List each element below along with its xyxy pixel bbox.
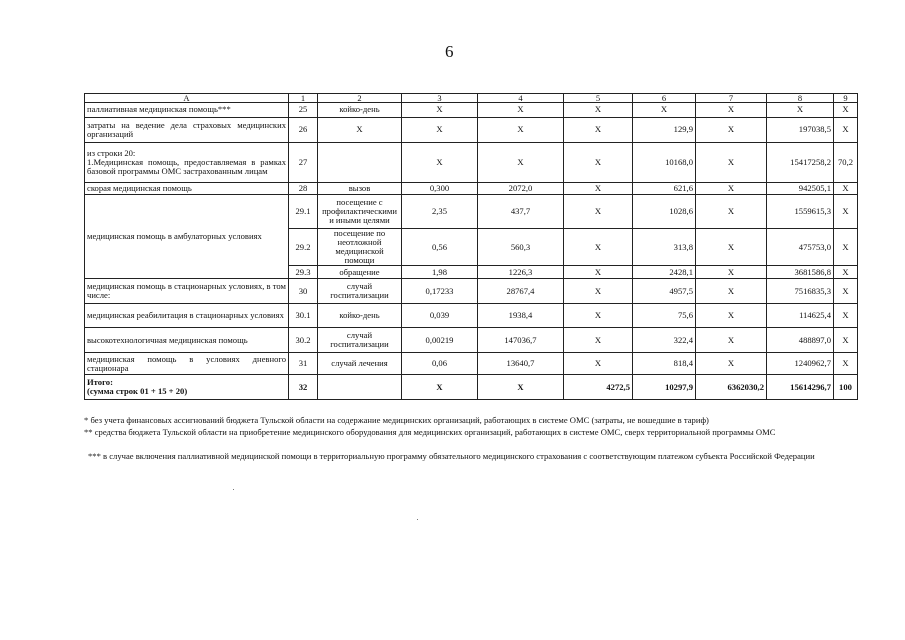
value-cell: 437,7: [478, 195, 564, 229]
header-cell: 2: [318, 94, 402, 103]
row-number: 29.2: [289, 229, 318, 266]
row-number: 30: [289, 279, 318, 304]
row-name: медицинская помощь в амбулаторных условиях: [85, 195, 289, 279]
header-cell: 8: [767, 94, 834, 103]
header-cell: 7: [696, 94, 767, 103]
value-cell: Х: [834, 195, 858, 229]
value-cell: 0,56: [402, 229, 478, 266]
value-cell: Х: [402, 143, 478, 183]
value-cell: Х: [767, 103, 834, 118]
value-cell: 1,98: [402, 266, 478, 279]
value-cell: Х: [696, 103, 767, 118]
value-cell: Х: [696, 304, 767, 328]
header-cell: 3: [402, 94, 478, 103]
value-cell: Х: [564, 266, 633, 279]
value-cell: 0,00219: [402, 328, 478, 353]
unit-cell: обращение: [318, 266, 402, 279]
scan-speck: [233, 489, 234, 490]
value-cell: 15417258,2: [767, 143, 834, 183]
row-name: из строки 20: 1.Медицинская помощь, предоставляемая в рамках базовой программы ОМС застрахованным лицам: [85, 143, 289, 183]
value-cell: 1240962,7: [767, 353, 834, 375]
header-cell: А: [85, 94, 289, 103]
footnote-3: *** в случае включения паллиативной медицинской помощи в территориальную программу обязательного медицинского страхования с соответствующим платежом субъекта Российской Федерации: [88, 451, 815, 461]
value-cell: 0,300: [402, 183, 478, 195]
header-row: [85, 94, 858, 103]
value-cell: 3681586,8: [767, 266, 834, 279]
footnote-2: ** средства бюджета Тульской области на приобретение медицинского оборудования для медицинских организаций, работающих в системе ОМС, сверх территориальной программы ОМС: [84, 427, 776, 437]
row-number: 31: [289, 353, 318, 375]
unit-cell: Х: [318, 118, 402, 143]
value-cell: 28767,4: [478, 279, 564, 304]
value-cell: 322,4: [633, 328, 696, 353]
value-cell: Х: [696, 183, 767, 195]
row-name: медицинская помощь в условиях дневного стационара: [85, 353, 289, 375]
value-cell: Х: [696, 195, 767, 229]
row-number: 28: [289, 183, 318, 195]
value-cell: Х: [478, 118, 564, 143]
row-number: 32: [289, 375, 318, 400]
unit-cell: койко-день: [318, 103, 402, 118]
value-cell: 2,35: [402, 195, 478, 229]
value-cell: 942505,1: [767, 183, 834, 195]
value-cell: 0,06: [402, 353, 478, 375]
value-cell: 15614296,7: [767, 375, 834, 400]
value-cell: 129,9: [633, 118, 696, 143]
unit-cell: случай госпитализации: [318, 279, 402, 304]
value-cell: 1028,6: [633, 195, 696, 229]
value-cell: 100: [834, 375, 858, 400]
value-cell: Х: [478, 375, 564, 400]
value-cell: 4957,5: [633, 279, 696, 304]
value-cell: Х: [478, 103, 564, 118]
row-name: медицинская помощь в стационарных условиях, в том числе:: [85, 279, 289, 304]
value-cell: 114625,4: [767, 304, 834, 328]
row-number: 30.2: [289, 328, 318, 353]
value-cell: Х: [564, 103, 633, 118]
value-cell: 13640,7: [478, 353, 564, 375]
value-cell: 621,6: [633, 183, 696, 195]
table-row: [85, 183, 858, 195]
value-cell: Х: [478, 143, 564, 183]
row-number: 27: [289, 143, 318, 183]
value-cell: Х: [564, 229, 633, 266]
value-cell: Х: [696, 143, 767, 183]
value-cell: Х: [402, 118, 478, 143]
value-cell: Х: [564, 353, 633, 375]
row-number: 29.3: [289, 266, 318, 279]
footnote-1: * без учета финансовых ассигнований бюджета Тульской области на содержание медицинских организаций, работающих в системе ОМС (затраты, не вошедшие в тариф): [84, 415, 709, 425]
row-number: 30.1: [289, 304, 318, 328]
unit-cell: вызов: [318, 183, 402, 195]
row-number: 29.1: [289, 195, 318, 229]
value-cell: Х: [834, 103, 858, 118]
table-row-total: [85, 375, 858, 400]
value-cell: 147036,7: [478, 328, 564, 353]
value-cell: 10297,9: [633, 375, 696, 400]
value-cell: 70,2: [834, 143, 858, 183]
unit-cell: койко-день: [318, 304, 402, 328]
unit-cell: [318, 375, 402, 400]
value-cell: Х: [696, 279, 767, 304]
value-cell: 7516835,3: [767, 279, 834, 304]
value-cell: Х: [564, 118, 633, 143]
value-cell: Х: [696, 229, 767, 266]
value-cell: 2428,1: [633, 266, 696, 279]
row-number: 25: [289, 103, 318, 118]
table-row: [85, 279, 858, 304]
value-cell: 488897,0: [767, 328, 834, 353]
value-cell: Х: [834, 353, 858, 375]
header-cell: 4: [478, 94, 564, 103]
value-cell: Х: [696, 328, 767, 353]
value-cell: Х: [564, 279, 633, 304]
row-name: затраты на ведение дела страховых медицинских организаций: [85, 118, 289, 143]
unit-cell: [318, 143, 402, 183]
table-row: [85, 328, 858, 353]
value-cell: Х: [834, 118, 858, 143]
row-number: 26: [289, 118, 318, 143]
value-cell: Х: [564, 328, 633, 353]
table-row: [85, 353, 858, 375]
unit-cell: случай лечения: [318, 353, 402, 375]
header-cell: 6: [633, 94, 696, 103]
value-cell: Х: [633, 103, 696, 118]
value-cell: 10168,0: [633, 143, 696, 183]
value-cell: Х: [834, 183, 858, 195]
value-cell: 4272,5: [564, 375, 633, 400]
row-name: медицинская реабилитация в стационарных условиях: [85, 304, 289, 328]
header-cell: 5: [564, 94, 633, 103]
value-cell: Х: [696, 118, 767, 143]
value-cell: Х: [564, 143, 633, 183]
value-cell: 1938,4: [478, 304, 564, 328]
value-cell: Х: [564, 304, 633, 328]
value-cell: 475753,0: [767, 229, 834, 266]
value-cell: 2072,0: [478, 183, 564, 195]
value-cell: 313,8: [633, 229, 696, 266]
value-cell: 0,17233: [402, 279, 478, 304]
table-row: [85, 304, 858, 328]
value-cell: Х: [564, 183, 633, 195]
value-cell: 1226,3: [478, 266, 564, 279]
tariff-table: [84, 93, 858, 400]
table-row: [85, 103, 858, 118]
table-row: [85, 118, 858, 143]
unit-cell: случай госпитализации: [318, 328, 402, 353]
header-cell: 9: [834, 94, 858, 103]
value-cell: Х: [696, 353, 767, 375]
value-cell: Х: [696, 266, 767, 279]
page-number: 6: [445, 42, 454, 61]
value-cell: Х: [564, 195, 633, 229]
value-cell: Х: [834, 266, 858, 279]
value-cell: 6362030,2: [696, 375, 767, 400]
value-cell: Х: [402, 103, 478, 118]
value-cell: Х: [834, 304, 858, 328]
row-name: высокотехнологичная медицинская помощь: [85, 328, 289, 353]
unit-cell: посещение по неотложной медицинской помощи: [318, 229, 402, 266]
table-row: [85, 195, 858, 229]
value-cell: 197038,5: [767, 118, 834, 143]
value-cell: Х: [834, 279, 858, 304]
value-cell: Х: [834, 328, 858, 353]
row-name: скорая медицинская помощь: [85, 183, 289, 195]
value-cell: 0,039: [402, 304, 478, 328]
header-cell: 1: [289, 94, 318, 103]
value-cell: 1559615,3: [767, 195, 834, 229]
table-row: [85, 143, 858, 183]
unit-cell: посещение с профилактическими и иными целями: [318, 195, 402, 229]
value-cell: 75,6: [633, 304, 696, 328]
value-cell: 560,3: [478, 229, 564, 266]
value-cell: Х: [834, 229, 858, 266]
row-name: Итого: (сумма строк 01 + 15 + 20): [85, 375, 289, 400]
value-cell: Х: [402, 375, 478, 400]
scan-speck: [417, 519, 418, 520]
value-cell: 818,4: [633, 353, 696, 375]
row-name: паллиативная медицинская помощь***: [85, 103, 289, 118]
